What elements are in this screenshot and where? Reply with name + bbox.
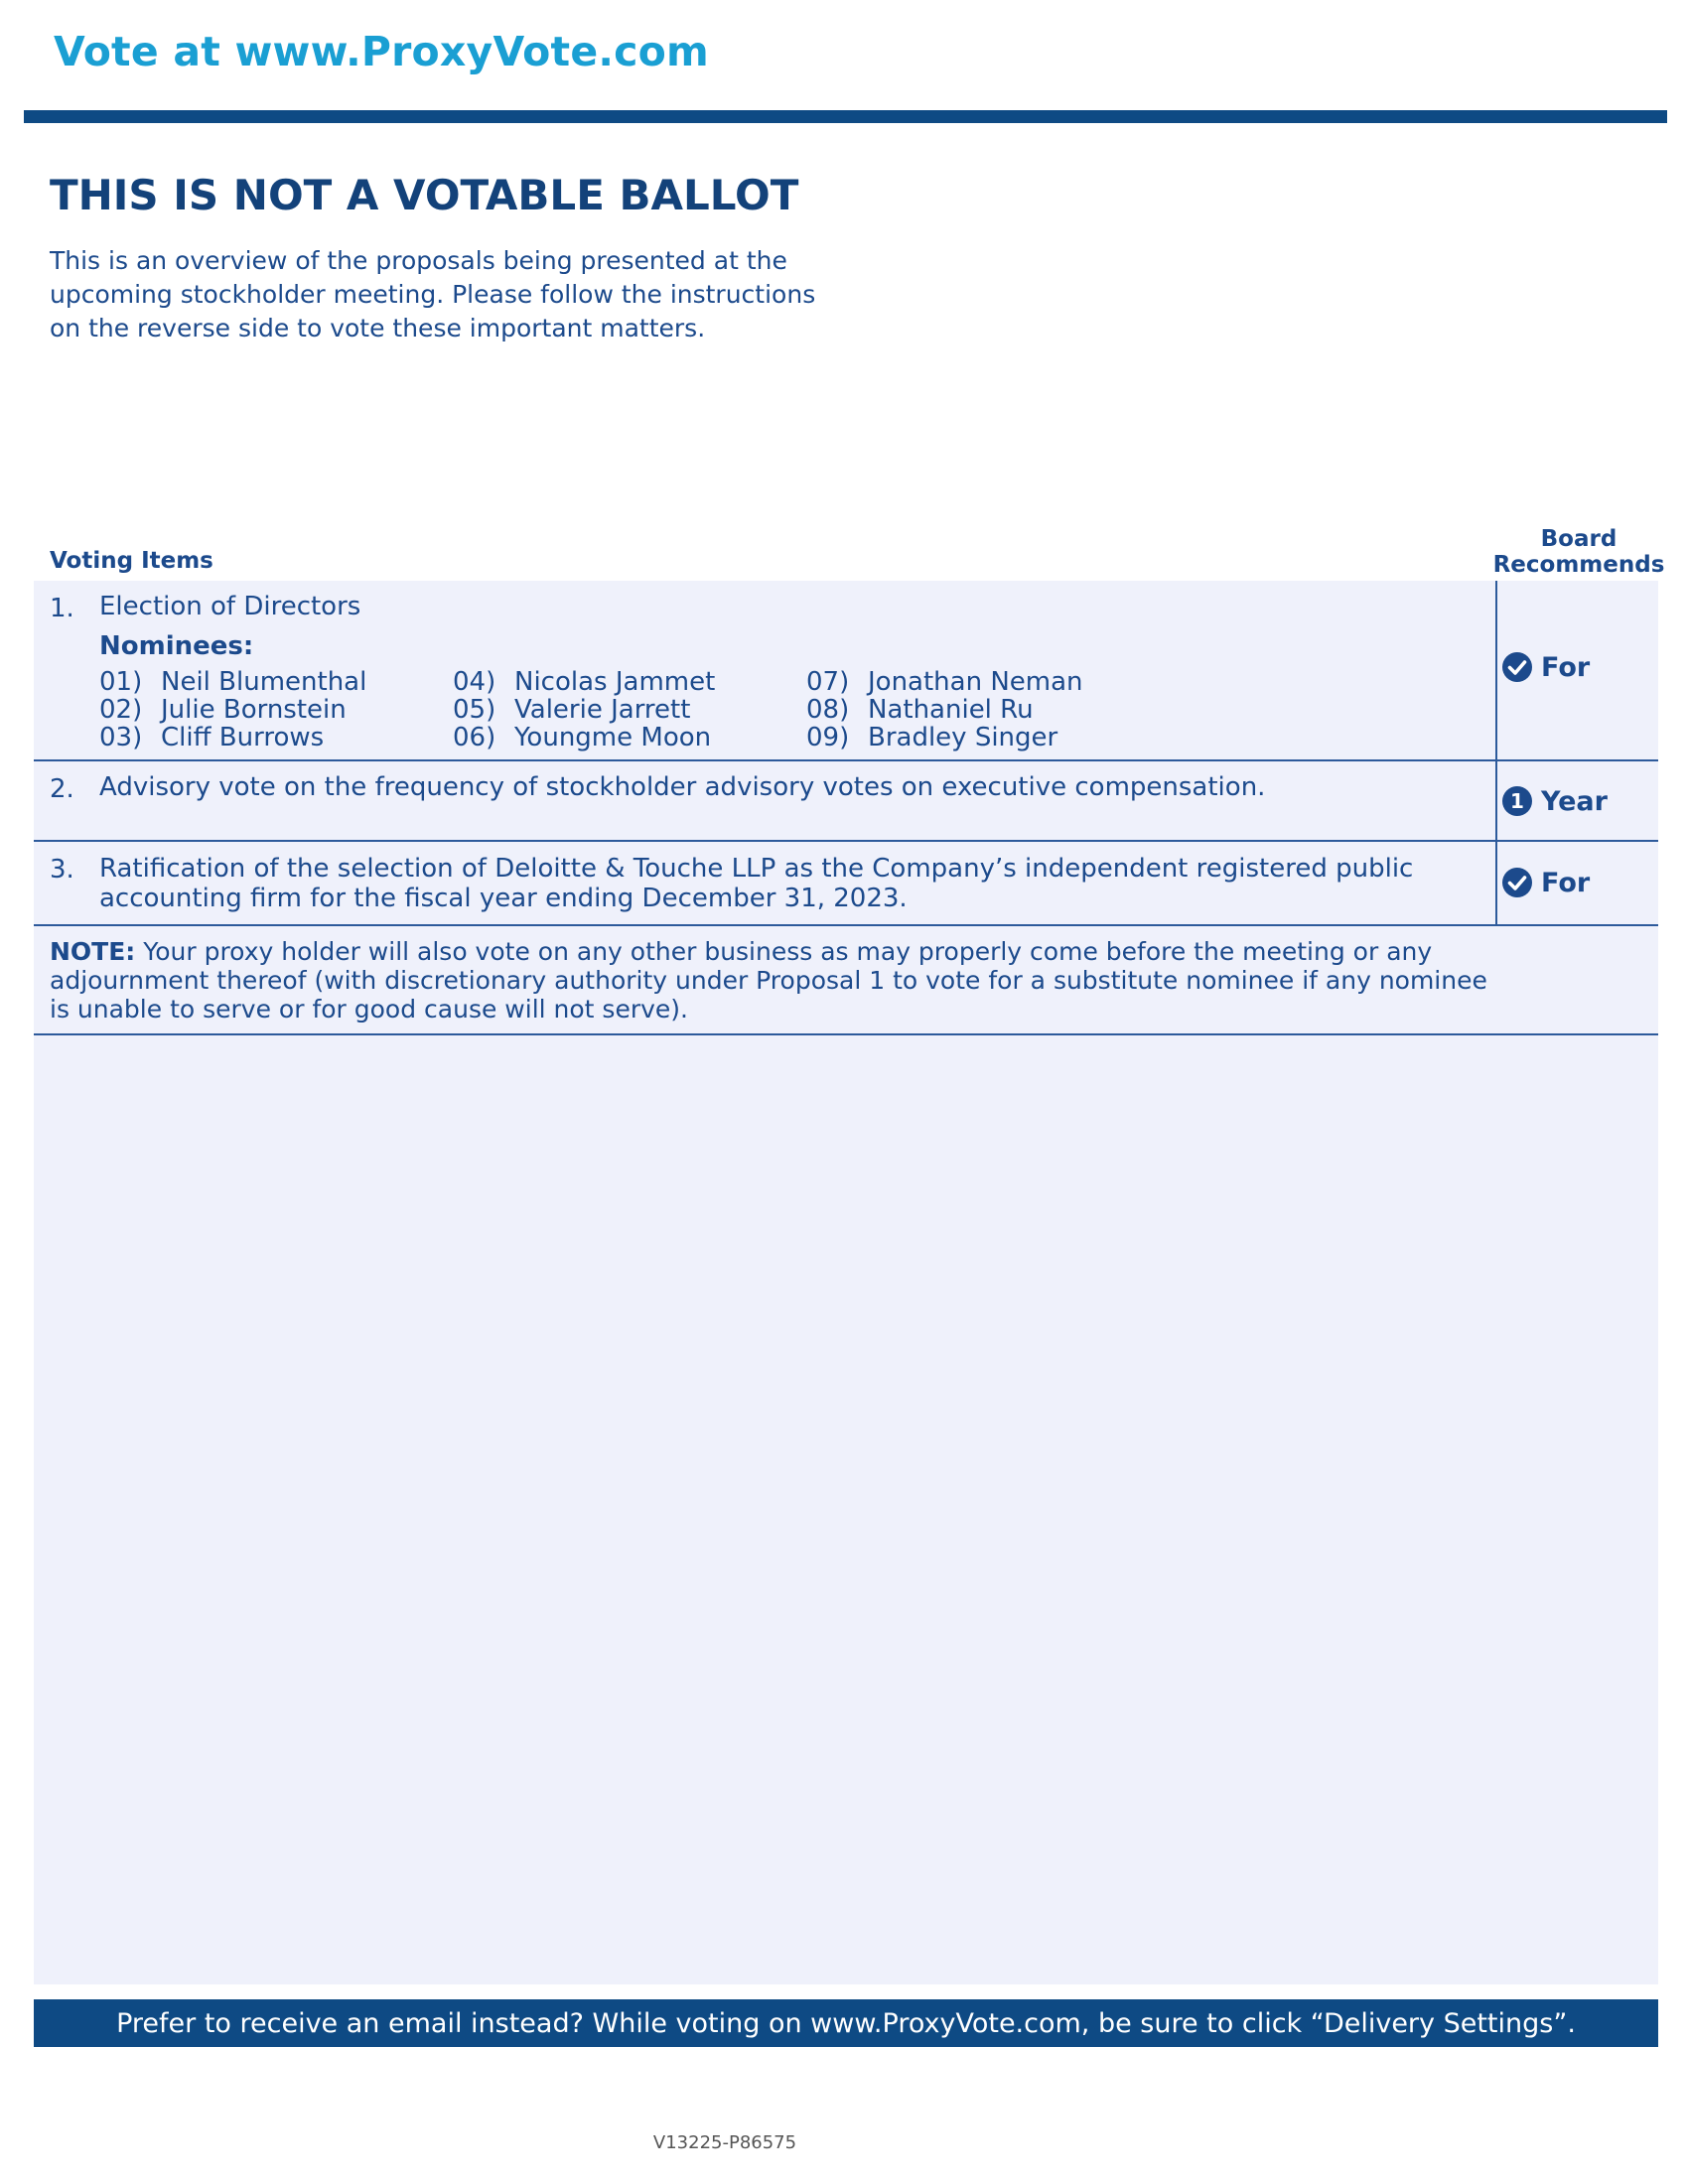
nominee-item: 03) Cliff Burrows [99, 723, 325, 752]
notice-body: This is an overview of the proposals being presented at the upcoming stockholder meeting. Please follow the instructions on the reverse side to vote these important matters. [50, 246, 816, 342]
note-label: NOTE: [50, 937, 136, 966]
item-3-number: 3. [50, 855, 74, 885]
nominees-label: Nominees: [99, 631, 254, 661]
voting-items-header: Voting Items [50, 548, 213, 574]
check-circle-icon [1501, 651, 1533, 683]
note-text: Your proxy holder will also vote on any other business as may properly come before the meeting or any adjournment thereof (with discretionary authority under Proposal 1 to vote for a substitute nominee if any nominee is unable to serve or for good cause will not serve). [50, 937, 1487, 1024]
nominee-item: 04) Nicolas Jammet [453, 667, 716, 697]
item-2-number: 2. [50, 774, 74, 804]
nominee-item: 02) Julie Bornstein [99, 695, 347, 725]
number-one-circle-icon: 1 [1501, 785, 1533, 817]
nominee-item: 09) Bradley Singer [806, 723, 1058, 752]
row-divider [34, 924, 1658, 926]
delivery-settings-banner [34, 1999, 1658, 2047]
banner-text: Prefer to receive an email instead? While voting on www.ProxyVote.com, be sure to click “Delivery Settings”. [116, 2007, 1576, 2039]
nominee-item: 08) Nathaniel Ru [806, 695, 1034, 725]
row-divider [34, 1033, 1658, 1035]
header-divider [24, 110, 1667, 123]
row-divider [34, 840, 1658, 842]
note-paragraph [50, 937, 1489, 1024]
document-code: V13225-P86575 [652, 2132, 797, 2153]
nominee-item: 05) Valerie Jarrett [453, 695, 691, 725]
item-3-recommendation: For [1501, 867, 1590, 898]
row-divider [34, 759, 1658, 761]
item-1-number: 1. [50, 594, 74, 623]
nominee-item: 01) Neil Blumenthal [99, 667, 367, 697]
item-2-text: Advisory vote on the frequency of stockholder advisory votes on executive compensation. [99, 772, 1266, 802]
recommendation-column-divider [1495, 581, 1497, 926]
item-1-text: Election of Directors [99, 592, 361, 621]
nominee-item: 07) Jonathan Neman [806, 667, 1083, 697]
nominee-item: 06) Youngme Moon [453, 723, 712, 752]
check-circle-icon [1501, 867, 1533, 898]
item-3-text: Ratification of the selection of Deloitte & Touche LLP as the Company’s independent registered public accounting firm for the fiscal year ending December 31, 2023. [99, 854, 1414, 913]
item-2-recommendation: 1 Year [1501, 785, 1608, 817]
nominee-list [99, 668, 1470, 757]
board-recommends-header: Board Recommends [1492, 526, 1665, 578]
proxyvote-link[interactable]: Vote at www.ProxyVote.com [54, 28, 709, 75]
item-1-recommendation: For [1501, 651, 1590, 683]
notice-title: THIS IS NOT A VOTABLE BALLOT [50, 171, 799, 219]
